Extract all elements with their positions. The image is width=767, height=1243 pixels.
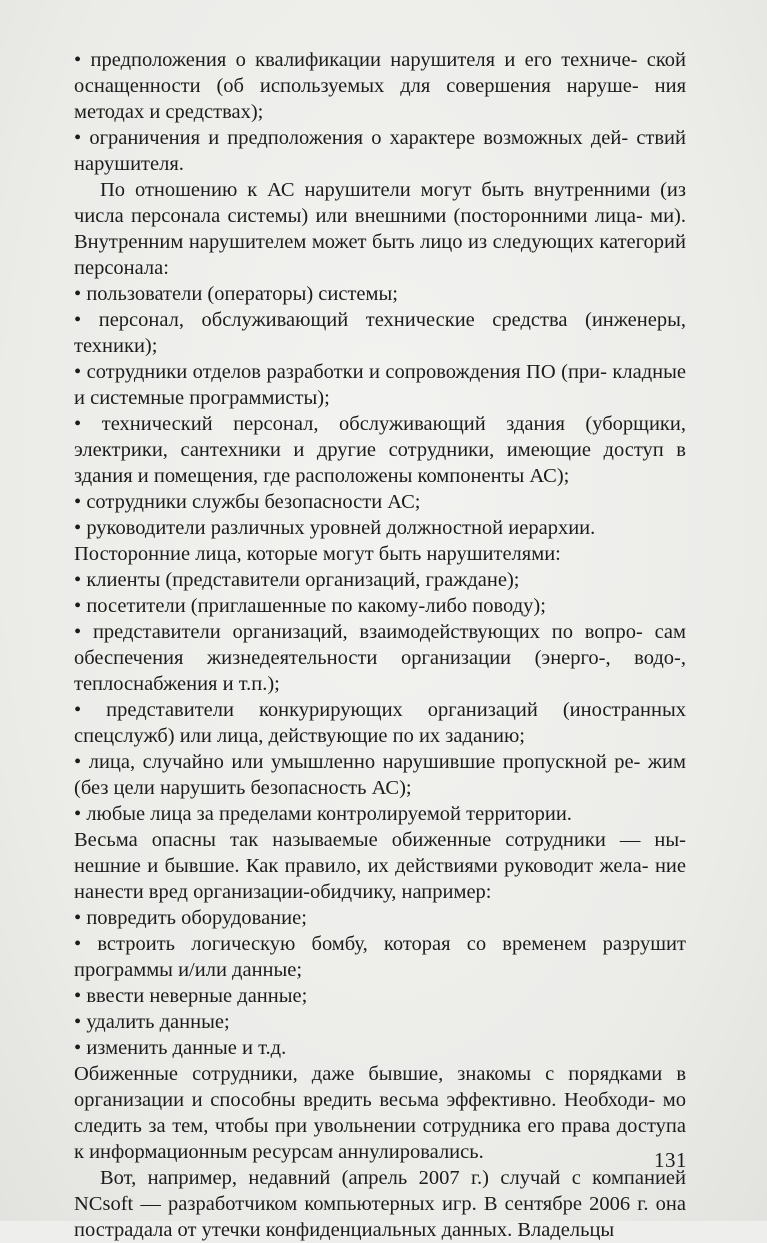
paragraph: Посторонние лица, которые могут быть нарушителями: (74, 543, 561, 565)
list-item: • предположения о квалификации нарушителя и его техниче- ской оснащенности (об используемых для совершения наруше- ния методах и средствах); (74, 47, 686, 125)
list-item: • ввести неверные данные; (74, 983, 686, 1009)
list-item: • лица, случайно или умышленно нарушившие пропускной ре- жим (без цели нарушить безопасность АС); (74, 749, 686, 801)
list-item: • изменить данные и т.д. (74, 1035, 686, 1061)
list-item: • персонал, обслуживающий технические средства (инженеры, техники); (74, 307, 686, 359)
page-number: 131 (654, 1148, 687, 1172)
list-item: • встроить логическую бомбу, которая со временем разрушит программы и/или данные; (74, 931, 686, 983)
list-item: • посетители (приглашенные по какому-либо поводу); (74, 593, 686, 619)
list-item: • повредить оборудование; (74, 905, 686, 931)
paragraph: Весьма опасны так называемые обиженные сотрудники — ны- нешние и бывшие. Как правило, их действиями руководит жела- ние нанести вред организации-обидчику, например: (74, 829, 686, 903)
list-item: • сотрудники службы безопасности АС; (74, 489, 686, 515)
list-item: • руководители различных уровней должностной иерархии. (74, 515, 686, 541)
list-item: • любые лица за пределами контролируемой территории. (74, 801, 686, 827)
list-item: • клиенты (представители организаций, граждане); (74, 567, 686, 593)
body-text (74, 47, 686, 1243)
list-item: • удалить данные; (74, 1009, 686, 1035)
list-item: • представители конкурирующих организаций (иностранных спецслужб) или лица, действующие по их заданию; (74, 697, 686, 749)
list-item: • представители организаций, взаимодействующих по вопро- сам обеспечения жизнедеятельности организации (энерго-, водо-, теплоснабжения и т.п.); (74, 619, 686, 697)
list-item: • ограничения и предположения о характере возможных дей- ствий нарушителя. (74, 125, 686, 177)
paragraph: Вот, например, недавний (апрель 2007 г.) случай с компанией NCsoft — разработчиком компьютерных игр. В сентябре 2006 г. она пострадала от утечки конфиденциальных данных. Владельцы (74, 1167, 686, 1241)
list-item: • технический персонал, обслуживающий здания (уборщики, электрики, сантехники и другие сотрудники, имеющие доступ в здания и помещения, где расположены компоненты АС); (74, 411, 686, 489)
paragraph: Обиженные сотрудники, даже бывшие, знакомы с порядками в организации и способны вредить весьма эффективно. Необходи- мо следить за тем, чтобы при увольнении сотрудника его права доступа к информационным ресурсам аннулировались. (74, 1063, 686, 1163)
list-item: • пользователи (операторы) системы; (74, 281, 686, 307)
paragraph: По отношению к АС нарушители могут быть внутренними (из числа персонала системы) или внешними (посторонними лица- ми). Внутренним нарушителем может быть лицо из следующих категорий персонала: (74, 179, 686, 279)
list-item: • сотрудники отделов разработки и сопровождения ПО (при- кладные и системные программисты); (74, 359, 686, 411)
